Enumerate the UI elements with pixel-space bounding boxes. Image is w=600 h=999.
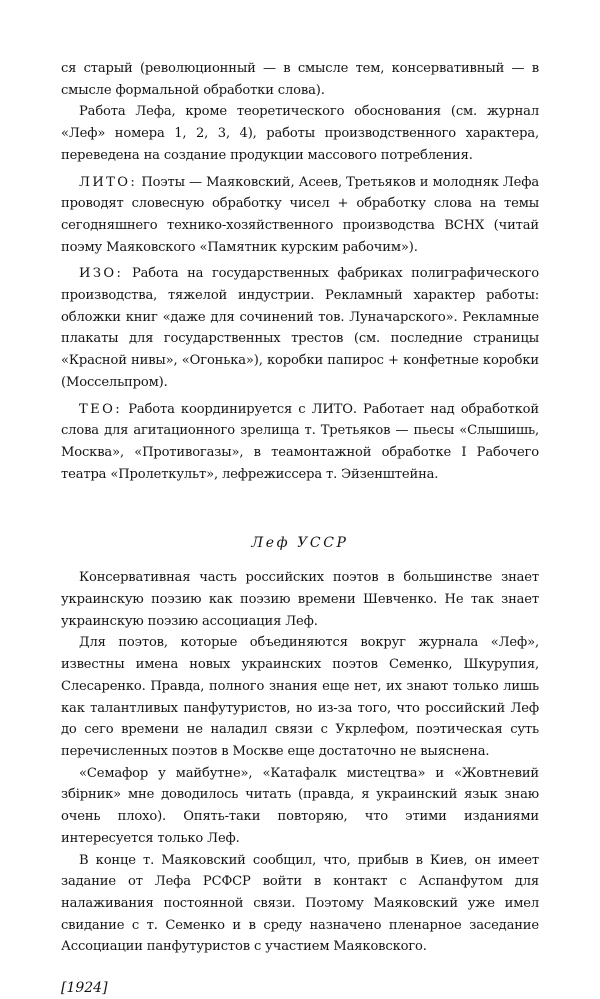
paragraph-semafor: «Семафор у майбутне», «Катафалк мистецтва» и «Жовтневий збірник» мне доводилось читать (правда, я украинский язык знаю очень плохо). Опять-таки повторяю, что этими изданиями интересуется только Леф.	[61, 765, 539, 846]
paragraph-continuation: ся старый (революционный — в смысле тем, консервативный — в смысле формальной обработки слова).	[61, 61, 539, 98]
lito-text: Поэты — Маяковский, Асеев, Третьяков и молодняк Лефа проводят словесную обработку чисел + обработку слова на темы сегодняшнего технико-хозяйственного производства ВСНХ (читай поэму Маяковского «Памятник курским рабочим»).	[61, 174, 539, 255]
paragraph-lito	[61, 172, 539, 259]
teo-text: Работа координируется с ЛИТО. Работает над обработкой слова для агитационного зрелища т. Третьяков — пьесы «Слышишь, Москва», «Противогазы», в теамонтажной обработке I Рабочего театра «Пролеткульт», лефрежиссера т. Эйзенштейна.	[61, 401, 539, 482]
teo-label: ТЕО:	[79, 401, 123, 417]
izo-label: ИЗО:	[79, 266, 124, 282]
document-page	[61, 58, 539, 999]
lito-label: ЛИТО:	[79, 174, 138, 190]
paragraph-poets: Для поэтов, которые объединяются вокруг журнала «Леф», известны имена новых украинских поэтов Семенко, Шкурупия, Слесаренко. Правда, полного знания еще нет, их знают только лишь как талантливых панфутуристов, но из-за того, что российский Леф до сего времени не наладил связи с Укрлефом, поэтическая суть перечисленных поэтов в Москве еще достаточно не выяснена.	[61, 635, 539, 759]
paragraph-teo	[61, 399, 539, 486]
paragraph-izo	[61, 263, 539, 393]
paragraph-conservative: Консервативная часть российских поэтов в большинстве знает украинскую поэзию как поэзию времени Шевченко. Не так знает украинскую поэзию ассоциация Леф.	[61, 570, 539, 629]
paragraph-lef-work: Работа Лефа, кроме теоретического обоснования (см. журнал «Леф» номера 1, 2, 3, 4), работы производственного характера, переведена на создание продукции массового потребления.	[61, 104, 539, 163]
izo-text: Работа на государственных фабриках полиграфического производства, тяжелой индустрии. Рекламный характер работы: обложки книг «даже для сочинений тов. Луначарского». Рекламные плакаты для государственных трестов (см. последние страницы «Красной нивы», «Огонька»), коробки папирос + конфетные коробки (Моссельпром).	[61, 266, 539, 390]
date-note: [1924]	[61, 980, 108, 997]
section-heading: Леф УССР	[251, 535, 349, 552]
paragraph-kiev: В конце т. Маяковский сообщил, что, прибыв в Киев, он имеет задание от Лефа РСФСР войти в контакт с Аспанфутом для налаживания постоянной связи. Поэтому Маяковский уже имел свидание с т. Семенко и в среду назначено пленарное заседание Ассоциации панфутуристов с участием Маяковского.	[61, 852, 539, 955]
